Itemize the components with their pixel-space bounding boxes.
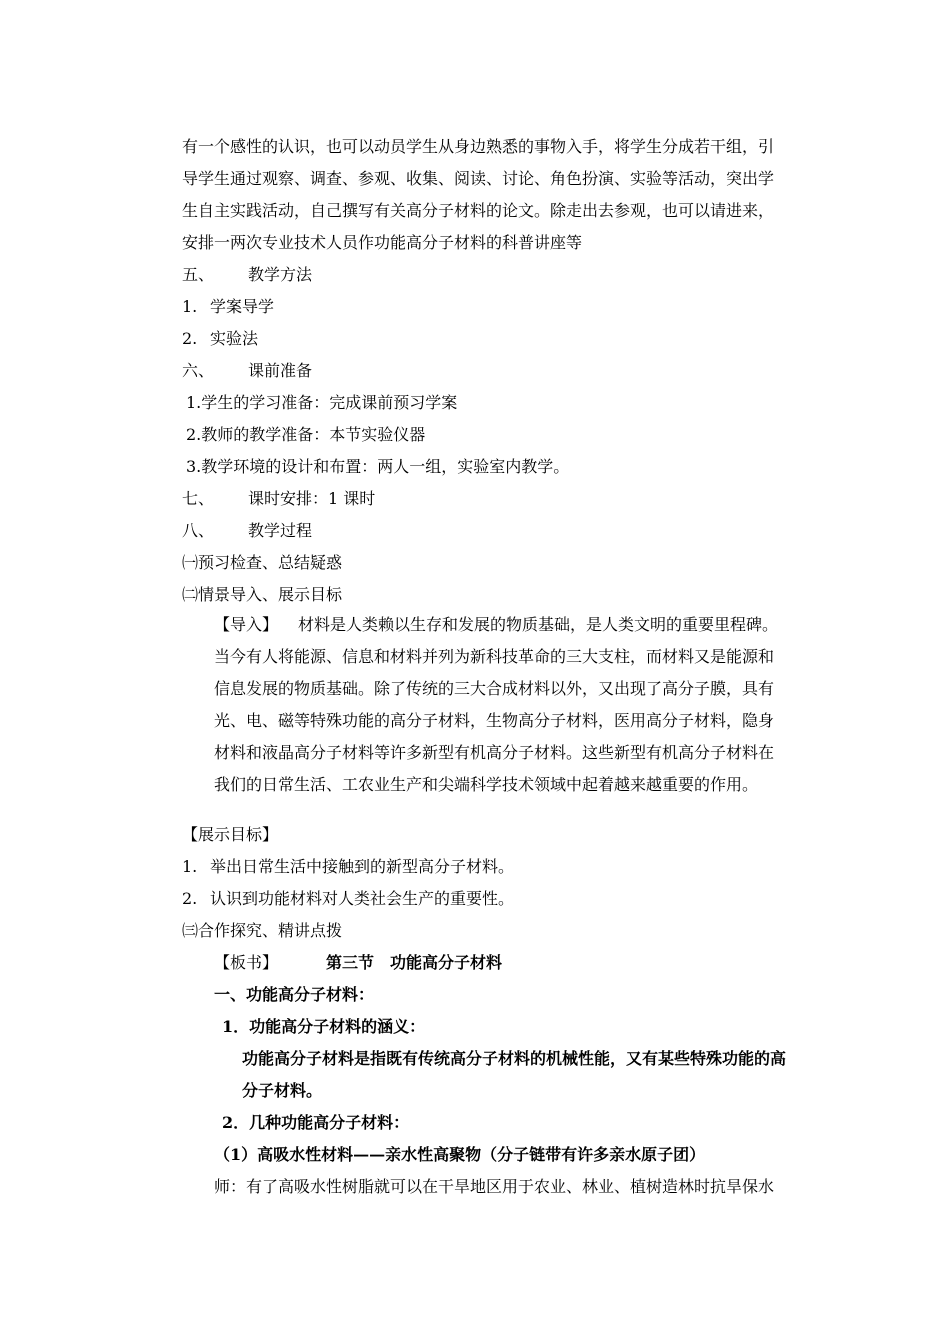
board-label: 【板书】	[214, 953, 279, 972]
heading-1-2-1: （1）高吸水性材料——亲水性高聚物（分子链带有许多亲水原子团）	[214, 1145, 706, 1164]
goal-item	[182, 856, 514, 878]
item-number: 2.	[182, 889, 198, 908]
teacher-line: 师：有了高吸水性树脂就可以在干旱地区用于农业、林业、植树造林时抗旱保水	[214, 1177, 775, 1196]
method-item	[182, 296, 274, 318]
heading-1-2: 2．几种功能高分子材料：	[222, 1113, 410, 1132]
intro-line-3: 生自主实践活动，自己撰写有关高分子材料的论文。除走出去参观，也可以请进来，	[182, 201, 775, 220]
goal-item	[182, 888, 514, 910]
heading-1-1: 1．功能高分子材料的涵义：	[222, 1017, 426, 1036]
definition-line: 功能高分子材料是指既有传统高分子材料的机械性能，又有某些特殊功能的高	[242, 1049, 787, 1068]
section-number: 六、	[182, 361, 215, 380]
item-text: 学案导学	[210, 297, 275, 316]
intro-text-line: 光、电、磁等特殊功能的高分子材料，生物高分子材料，医用高分子材料，隐身	[214, 711, 775, 730]
intro-text-line: 材料是人类赖以生存和发展的物质基础，是人类文明的重要里程碑。	[298, 615, 779, 634]
board-title: 第三节 功能高分子材料	[326, 953, 503, 972]
intro-line-4: 安排一两次专业技术人员作功能高分子材料的科普讲座等	[182, 233, 583, 252]
section-8-heading	[182, 520, 312, 542]
intro-text-line: 我们的日常生活、工农业生产和尖端科学技术领域中起着越来越重要的作用。	[214, 775, 759, 794]
prep-item: 3.教学环境的设计和布置：两人一组，实验室内教学。	[186, 457, 570, 476]
item-text: 实验法	[210, 329, 259, 348]
item-number: 1.	[182, 297, 198, 316]
section-5-heading	[182, 264, 312, 286]
section-number: 七、	[182, 489, 215, 508]
prep-item: 2.教师的教学准备：本节实验仪器	[186, 425, 426, 444]
section-number: 八、	[182, 521, 215, 540]
prep-item: 1.学生的学习准备：完成课前预习学案	[186, 393, 458, 412]
item-number: 2.	[182, 329, 198, 348]
board-heading	[214, 952, 502, 974]
intro-line-1: 有一个感性的认识，也可以动员学生从身边熟悉的事物入手，将学生分成若干组，引	[182, 137, 775, 156]
step-2: ㈡情景导入、展示目标	[182, 585, 343, 604]
item-number: 1.	[182, 857, 198, 876]
section-title: 教学过程	[248, 521, 313, 540]
section-6-heading	[182, 360, 312, 382]
method-item	[182, 328, 258, 350]
goals-label: 【展示目标】	[182, 825, 279, 844]
section-7-heading	[182, 488, 375, 510]
section-title: 课时安排：1 课时	[248, 489, 376, 508]
heading-1: 一、功能高分子材料：	[214, 985, 375, 1004]
item-text: 举出日常生活中接触到的新型高分子材料。	[210, 857, 515, 876]
intro-line-2: 导学生通过观察、调查、参观、收集、阅读、讨论、角色扮演、实验等活动，突出学	[182, 169, 775, 188]
intro-label: 【导入】	[214, 615, 279, 634]
definition-line: 分子材料。	[242, 1081, 323, 1100]
intro-text-line: 当今有人将能源、信息和材料并列为新科技革命的三大支柱，而材料又是能源和	[214, 647, 775, 666]
intro-text-line: 信息发展的物质基础。除了传统的三大合成材料以外，又出现了高分子膜，具有	[214, 679, 775, 698]
section-number: 五、	[182, 265, 215, 284]
step-1: ㈠预习检查、总结疑惑	[182, 553, 343, 572]
section-title: 教学方法	[248, 265, 313, 284]
step-3: ㈢合作探究、精讲点拨	[182, 921, 343, 940]
section-title: 课前准备	[248, 361, 313, 380]
intro-label-line	[214, 614, 778, 636]
item-text: 认识到功能材料对人类社会生产的重要性。	[210, 889, 515, 908]
intro-text-line: 材料和液晶高分子材料等许多新型有机高分子材料。这些新型有机高分子材料在	[214, 743, 775, 762]
